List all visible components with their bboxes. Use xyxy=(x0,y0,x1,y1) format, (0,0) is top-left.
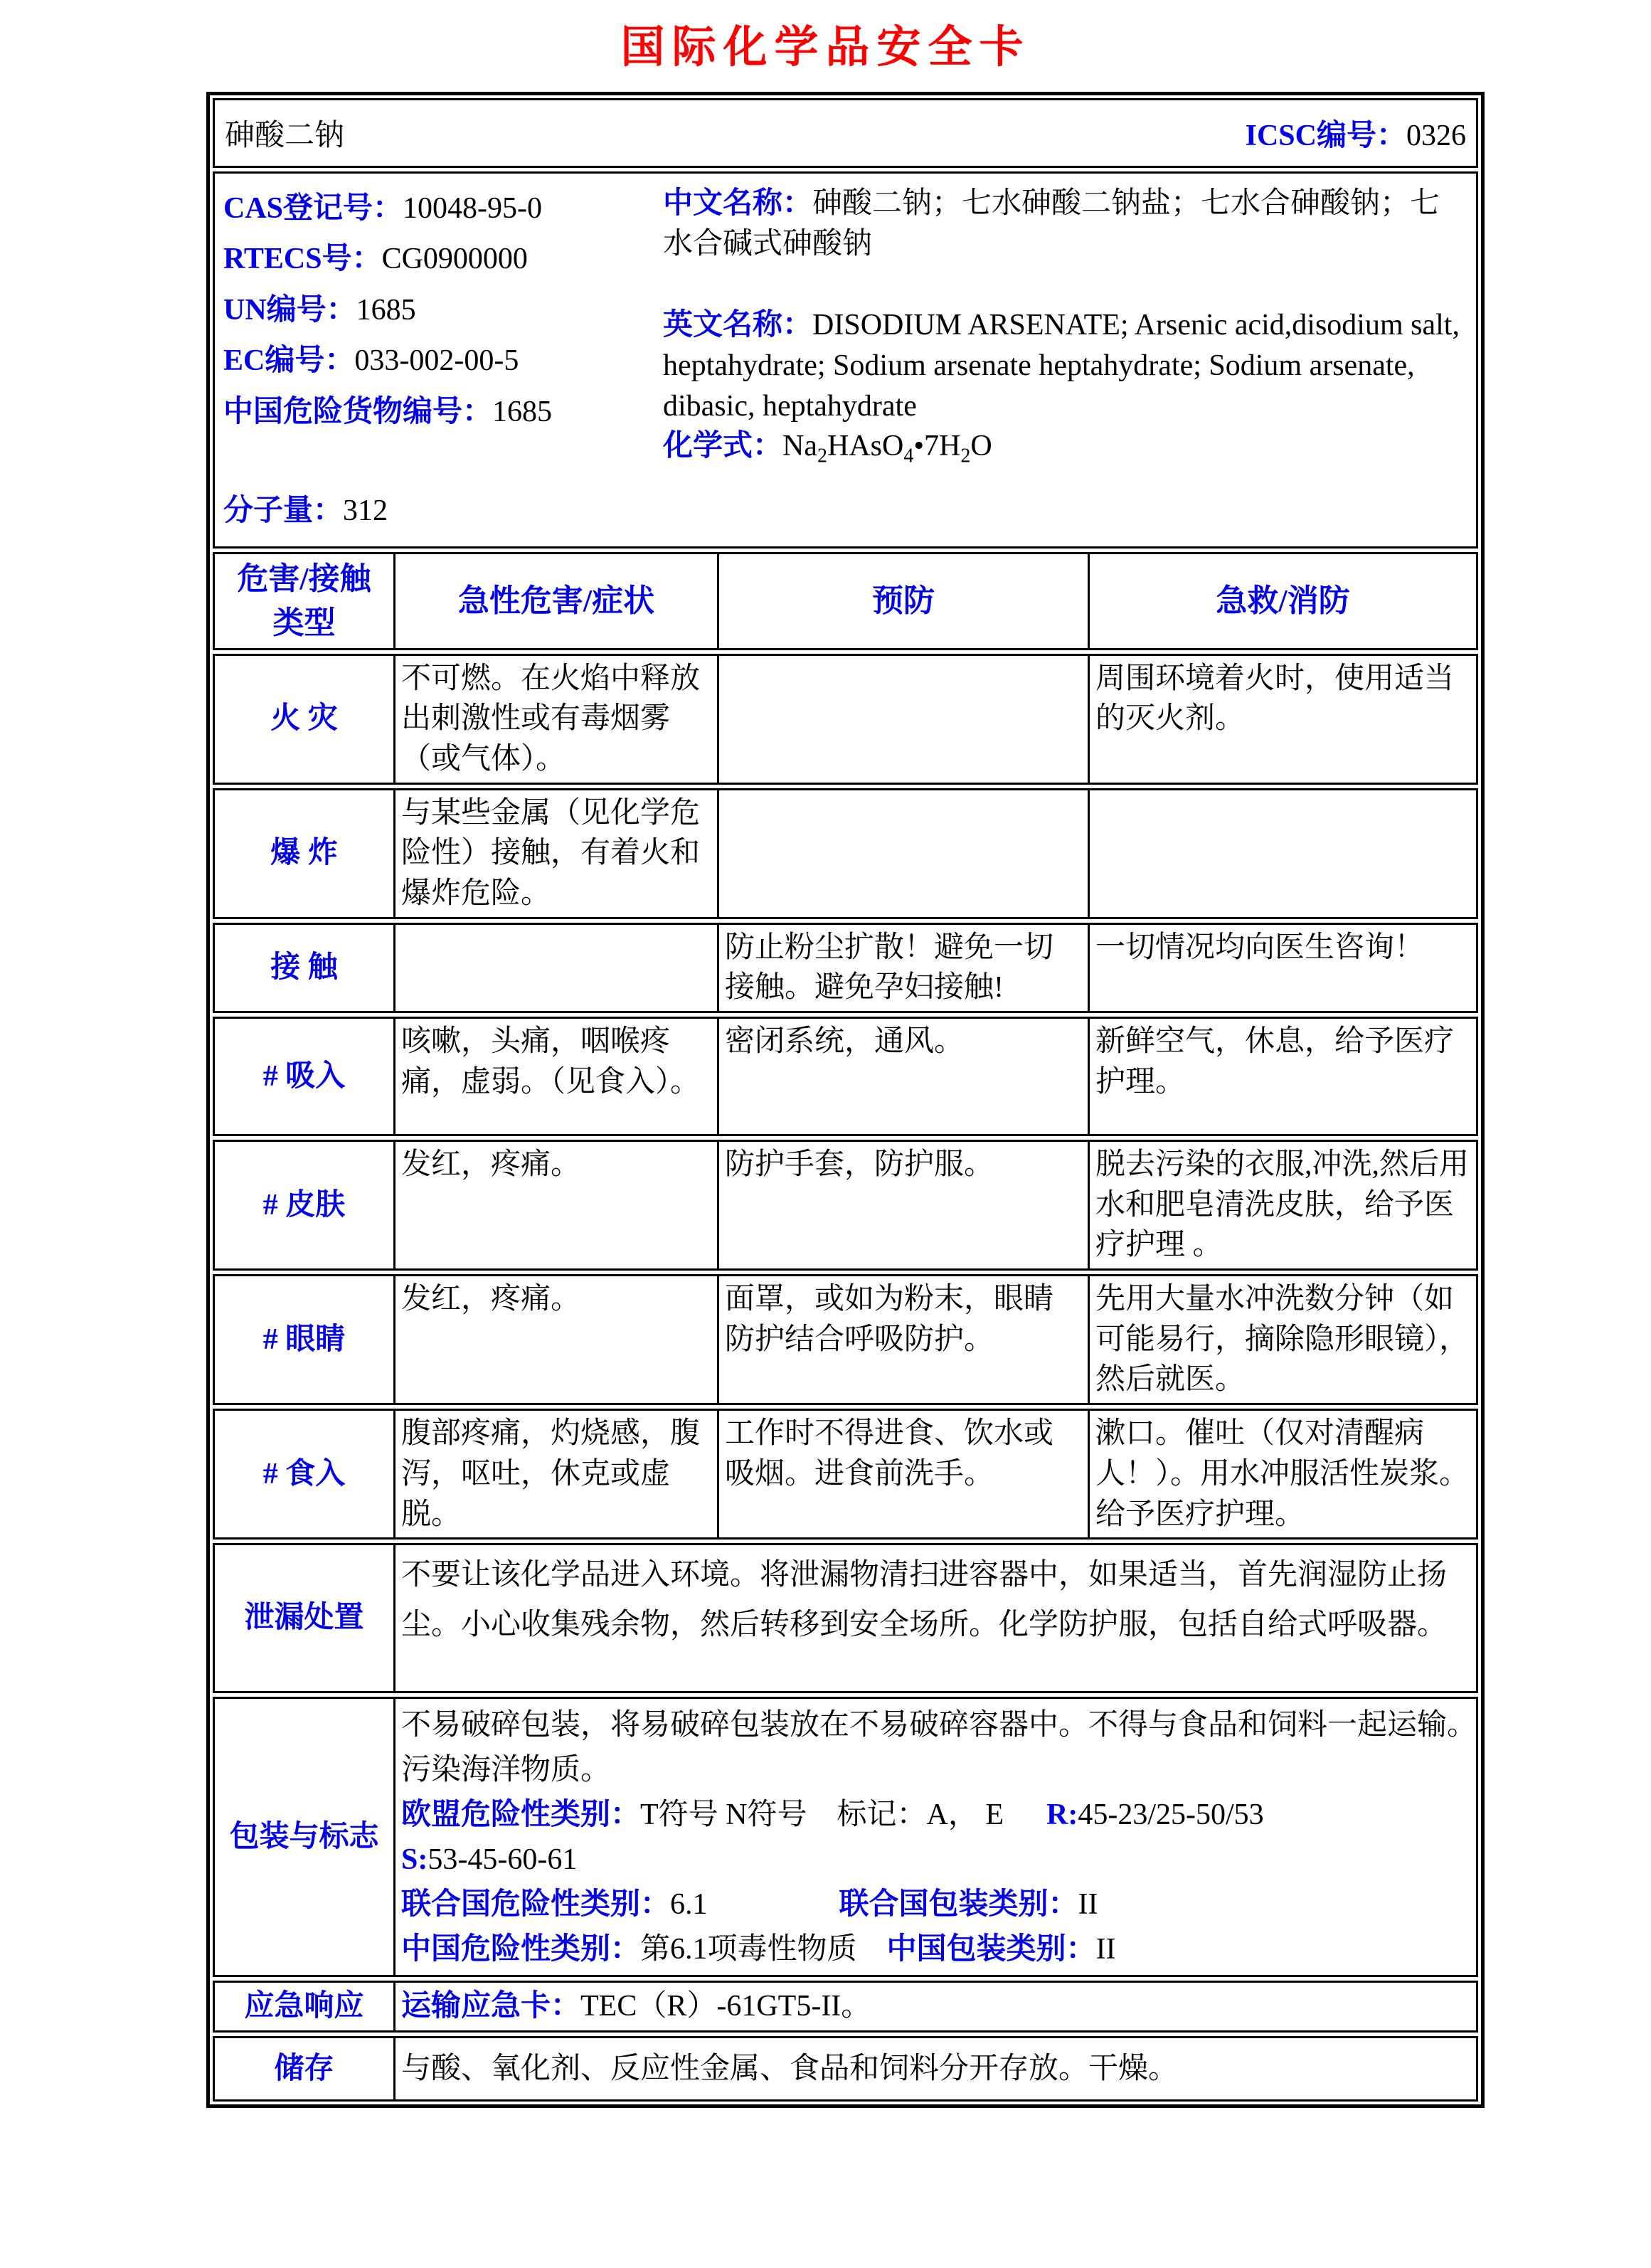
transport-card-label: 运输应急卡： xyxy=(401,1990,581,2023)
skin-symptoms-cell: 发红，疼痛。 xyxy=(393,1142,717,1268)
formula-label: 化学式： xyxy=(663,430,783,463)
eyes-prevention-cell: 面罩，或如为粉末，眼睛防护结合呼吸防护。 xyxy=(717,1276,1088,1403)
row-label-explosion: 爆 炸 xyxy=(270,837,338,870)
ingestion-prevention-cell: 工作时不得进食、饮水或吸烟。进食前洗手。 xyxy=(717,1411,1088,1537)
row-label-inhalation: # 吸入 xyxy=(262,1059,346,1093)
hazard-row-explosion xyxy=(213,788,1478,919)
header-hazard-type xyxy=(215,554,393,647)
contact-firstaid-cell: 一切情况均向医生咨询！ xyxy=(1088,925,1476,1011)
safety-card xyxy=(206,92,1492,2108)
emergency-content-cell xyxy=(393,1983,1476,2030)
explosion-firstaid-cell xyxy=(1088,790,1476,917)
eu-hazard-class-line xyxy=(401,1793,1470,1838)
packaging-content-cell xyxy=(393,1699,1492,1975)
fire-symptoms-cell: 不可燃。在火焰中释放出刺激性或有毒烟雾（或气体）。 xyxy=(393,656,717,783)
un-pack-value: II xyxy=(1078,1888,1098,1922)
un-class-value: 6.1 xyxy=(670,1888,708,1922)
transport-card-value: TEC（R）-61GT5-II。 xyxy=(580,1990,871,2023)
explosion-symptoms-cell: 与某些金属（见化学危险性）接触，有着火和爆炸危险。 xyxy=(393,790,717,917)
fire-firstaid-cell: 周围环境着火时，使用适当的灭火剂。 xyxy=(1088,656,1476,783)
chinese-name-paragraph xyxy=(663,184,1466,264)
chinese-name-value: 砷酸二钠；七水砷酸二钠盐；七水合砷酸钠；七水合碱式砷酸钠 xyxy=(663,187,1440,260)
chemical-name: 砷酸二钠 xyxy=(225,120,345,152)
eu-class-value: T符号 N符号 标记：A， E xyxy=(640,1798,1004,1832)
header-hazard-type-line2: 类型 xyxy=(272,605,336,640)
hazard-row-contact xyxy=(213,923,1478,1013)
ec-value: 033-002-00-5 xyxy=(354,344,519,378)
ingestion-firstaid-cell: 漱口。催吐（仅对清醒病人！）。用水冲服活性炭浆。给予医疗护理。 xyxy=(1088,1411,1476,1537)
cas-label: CAS登记号： xyxy=(223,192,403,225)
inhalation-prevention-cell: 密闭系统，通风。 xyxy=(717,1019,1088,1134)
china-dg-number-line xyxy=(223,387,663,438)
ec-number-line xyxy=(223,336,663,386)
un-label: UN编号： xyxy=(223,293,356,327)
row-label-skin: # 皮肤 xyxy=(262,1188,346,1222)
hazard-row-skin xyxy=(213,1140,1478,1271)
un-number-line xyxy=(223,285,663,336)
cn-pack-label: 中国包装类别： xyxy=(886,1933,1096,1966)
r-phrases-label: R: xyxy=(1046,1798,1078,1832)
rtecs-value: CG0900000 xyxy=(381,243,528,276)
emergency-response-row xyxy=(213,1981,1478,2033)
eu-class-label: 欧盟危险性类别： xyxy=(401,1798,641,1832)
ec-label: EC编号： xyxy=(223,344,355,378)
molecular-weight-label: 分子量： xyxy=(223,494,344,527)
cn-class-line xyxy=(401,1927,1470,1972)
ingestion-symptoms-cell: 腹部疼痛，灼烧感，腹泻，呕吐，休克或虚脱。 xyxy=(393,1411,717,1537)
header-prevention: 预防 xyxy=(717,554,1088,647)
cn-pack-value: II xyxy=(1095,1933,1116,1966)
icsc-label: ICSC编号： xyxy=(1245,120,1406,152)
inhalation-firstaid-cell: 新鲜空气，休息，给予医疗护理。 xyxy=(1088,1019,1476,1134)
row-label-emergency: 应急响应 xyxy=(244,1990,364,2023)
header-firstaid: 急救/消防 xyxy=(1088,554,1476,647)
row-label-packaging: 包装与标志 xyxy=(229,1820,379,1853)
packaging-general-line: 不易破碎包装，将易破碎包装放在不易破碎容器中。不得与食品和饲料一起运输。 污染海洋物质。 xyxy=(401,1709,1492,1787)
names-block xyxy=(663,184,1476,536)
skin-firstaid-cell: 脱去污染的衣服,冲洗,然后用水和肥皂清洗皮肤，给予医疗护理 。 xyxy=(1088,1142,1476,1268)
english-name-label: 英文名称： xyxy=(663,309,813,342)
eyes-firstaid-cell: 先用大量水冲洗数分钟（如可能易行，摘除隐形眼镜），然后就医。 xyxy=(1088,1276,1476,1403)
row-label-spill: 泄漏处置 xyxy=(244,1601,364,1635)
spill-disposal-row xyxy=(213,1543,1478,1693)
s-phrases-value: 53-45-60-61 xyxy=(428,1843,578,1877)
row-label-storage: 储存 xyxy=(274,2052,334,2085)
storage-row xyxy=(213,2036,1478,2102)
hazard-row-eyes xyxy=(213,1274,1478,1405)
molecular-weight-line xyxy=(223,486,663,536)
rtecs-number-line xyxy=(223,234,663,285)
icsc-number: 0326 xyxy=(1406,120,1466,152)
row-label-fire: 火 灾 xyxy=(270,702,338,736)
english-name-paragraph xyxy=(663,305,1466,426)
contact-prevention-cell: 防止粉尘扩散！避免一切接触。避免孕妇接触! xyxy=(717,925,1088,1011)
row-label-ingestion: # 食入 xyxy=(262,1457,346,1490)
english-name-value: DISODIUM ARSENATE; Arsenic acid,disodium salt, heptahydrate; Sodium arsenate heptahydrate; Sodium arsenate, dibasic, heptahydrate xyxy=(663,309,1460,423)
fire-prevention-cell xyxy=(717,656,1088,783)
hazard-row-fire xyxy=(213,654,1478,785)
un-class-line xyxy=(401,1882,1470,1927)
cn-class-value: 第6.1项毒性物质 xyxy=(640,1933,857,1966)
r-phrases-group xyxy=(1046,1793,1264,1838)
identification-row xyxy=(213,171,1478,549)
icsc-number-group xyxy=(1246,112,1466,154)
china-dg-label: 中国危险货物编号： xyxy=(223,395,493,428)
formula-line xyxy=(663,426,1466,470)
page-title: 国际化学品安全卡 xyxy=(620,23,1031,72)
cas-number-line xyxy=(223,184,663,234)
hazard-row-ingestion xyxy=(213,1409,1478,1540)
un-pack-label: 联合国包装类别： xyxy=(839,1888,1078,1922)
s-phrases-label: S: xyxy=(401,1843,428,1877)
packaging-row xyxy=(213,1697,1492,1977)
s-phrases-line xyxy=(401,1838,1470,1882)
skin-prevention-cell: 防护手套，防护服。 xyxy=(717,1142,1088,1268)
china-dg-value: 1685 xyxy=(492,395,553,428)
inhalation-symptoms-cell: 咳嗽，头痛，咽喉疼痛，虚弱。（见食入）。 xyxy=(393,1019,717,1134)
r-phrases-value: 45-23/25-50/53 xyxy=(1078,1798,1264,1832)
eyes-symptoms-cell: 发红，疼痛。 xyxy=(393,1276,717,1403)
header-symptoms: 急性危害/症状 xyxy=(393,554,717,647)
card-title-row xyxy=(213,98,1478,168)
formula-value: $Na_2HAsO_4•7H_2O$ xyxy=(782,430,992,467)
cn-class-label: 中国危险性类别： xyxy=(401,1933,641,1966)
un-class-label: 联合国危险性类别： xyxy=(401,1888,671,1922)
row-label-eyes: # 眼睛 xyxy=(262,1323,346,1356)
chinese-name-label: 中文名称： xyxy=(663,187,813,220)
contact-symptoms-cell xyxy=(393,925,717,1011)
header-hazard-type-line1: 危害/接触 xyxy=(237,561,371,597)
cn-pack-group xyxy=(887,1927,1116,1972)
hazard-row-inhalation xyxy=(213,1017,1478,1136)
row-label-contact: 接 触 xyxy=(270,950,338,984)
spill-text-cell: 不要让该化学品进入环境。将泄漏物清扫进容器中，如果适当，首先润湿防止扬尘。小心收集残余物，然后转移到安全场所。化学防护服，包括自给式呼吸器。 xyxy=(393,1545,1476,1691)
cas-value: 10048-95-0 xyxy=(403,192,543,225)
hazard-header-row xyxy=(213,552,1478,650)
rtecs-label: RTECS号： xyxy=(223,243,382,276)
explosion-prevention-cell xyxy=(717,790,1088,917)
molecular-weight-value: 312 xyxy=(343,494,388,527)
un-pack-group xyxy=(839,1882,1098,1927)
storage-content-cell: 与酸、氧化剂、反应性金属、食品和饲料分开存放。干燥。 xyxy=(393,2038,1476,2099)
registry-numbers-block xyxy=(215,184,663,536)
un-value: 1685 xyxy=(356,293,416,327)
